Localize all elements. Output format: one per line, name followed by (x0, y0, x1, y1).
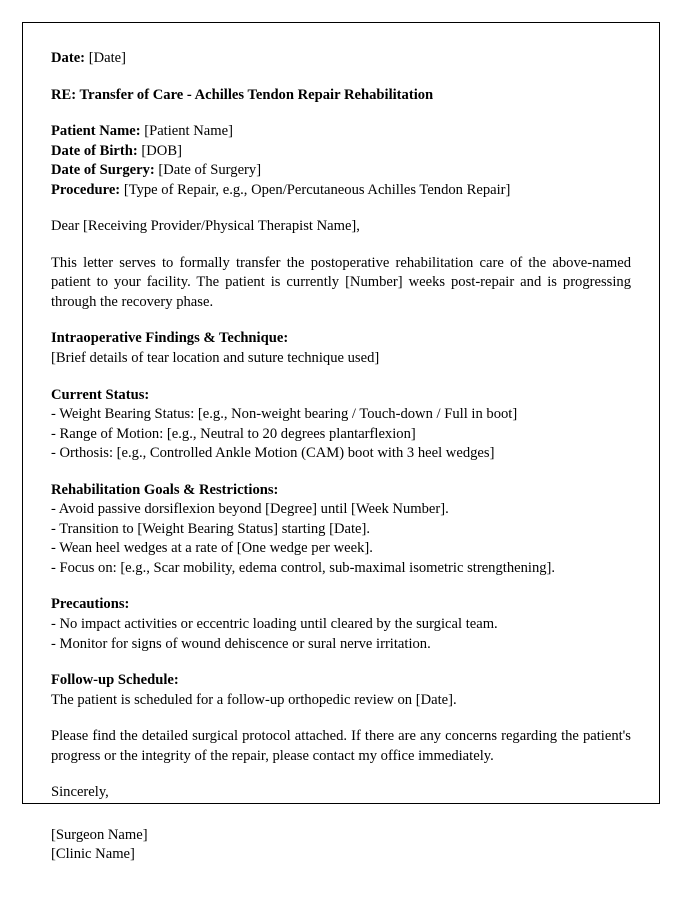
date-of-birth-value: [DOB] (141, 142, 182, 159)
section-heading-precautions: Precautions: (51, 596, 130, 613)
section-line: - Wean heel wedges at a rate of [One wedge per week]. (51, 540, 373, 557)
spacer (51, 464, 631, 481)
date-value: [Date] (88, 50, 126, 66)
date-of-birth-line (51, 142, 631, 162)
date-label: Date: (51, 50, 86, 66)
patient-name-line (51, 122, 631, 142)
letter-body (23, 23, 659, 865)
intro-paragraph: This letter serves to formally transfer the postoperative rehabilitation care of the above-named patient to your facility. The patient is currently [Number] weeks post-repair and is progressing through the recovery phase. (51, 254, 631, 310)
section-line: - Weight Bearing Status: [e.g., Non-weight bearing / Touch-down / Full in boot] (51, 406, 518, 423)
spacer (51, 312, 631, 329)
re-line: RE: Transfer of Care - Achilles Tendon Repair Rehabilitation (51, 86, 434, 103)
patient-name-label: Patient Name: (51, 123, 141, 140)
section-line: - Avoid passive dorsiflexion beyond [Degree] until [Week Number]. (51, 501, 449, 518)
spacer (51, 654, 631, 671)
section-line: - Monitor for signs of wound dehiscence or sural nerve irritation. (51, 635, 431, 652)
spacer (51, 369, 631, 386)
signature-clinic-name: [Clinic Name] (51, 846, 135, 863)
signature-surgeon-name: [Surgeon Name] (51, 826, 148, 843)
section-line: [Brief details of tear location and suture technique used] (51, 350, 380, 367)
letter-page (22, 22, 660, 863)
section-line: - Range of Motion: [e.g., Neutral to 20 degrees plantarflexion] (51, 425, 416, 442)
spacer (51, 578, 631, 595)
spacer (51, 237, 631, 254)
sign-off: Sincerely, (51, 784, 109, 801)
date-of-surgery-value: [Date of Surgery] (158, 162, 262, 179)
spacer (51, 766, 631, 783)
spacer (51, 69, 631, 86)
section-line: - No impact activities or eccentric loading until cleared by the surgical team. (51, 616, 498, 633)
section-heading-rehabilitation-goals: Rehabilitation Goals & Restrictions: (51, 481, 279, 498)
procedure-label: Procedure: (51, 181, 121, 198)
date-line (51, 49, 631, 69)
closing-paragraph: Please find the detailed surgical protocol attached. If there are any concerns regarding the patient's progress or the integrity of the repair, please contact my office immediately. (51, 728, 631, 764)
date-of-birth-label: Date of Birth: (51, 142, 138, 159)
section-heading-intraoperative: Intraoperative Findings & Technique: (51, 330, 289, 347)
section-line: The patient is scheduled for a follow-up orthopedic review on [Date]. (51, 691, 457, 708)
date-of-surgery-line (51, 161, 631, 181)
salutation: Dear [Receiving Provider/Physical Therapist Name], (51, 218, 360, 235)
section-line: - Transition to [Weight Bearing Status] starting [Date]. (51, 520, 371, 537)
patient-name-value: [Patient Name] (144, 123, 233, 140)
spacer (51, 803, 631, 820)
section-heading-follow-up: Follow-up Schedule: (51, 672, 179, 689)
section-line: - Focus on: [e.g., Scar mobility, edema control, sub-maximal isometric strengthening]. (51, 559, 556, 576)
procedure-line (51, 181, 631, 201)
procedure-value: [Type of Repair, e.g., Open/Percutaneous Achilles Tendon Repair] (123, 181, 511, 198)
date-of-surgery-label: Date of Surgery: (51, 162, 155, 179)
section-heading-current-status: Current Status: (51, 386, 150, 403)
spacer (51, 200, 631, 217)
section-line: - Orthosis: [e.g., Controlled Ankle Motion (CAM) boot with 3 heel wedges] (51, 445, 495, 462)
spacer (51, 105, 631, 122)
spacer (51, 710, 631, 727)
